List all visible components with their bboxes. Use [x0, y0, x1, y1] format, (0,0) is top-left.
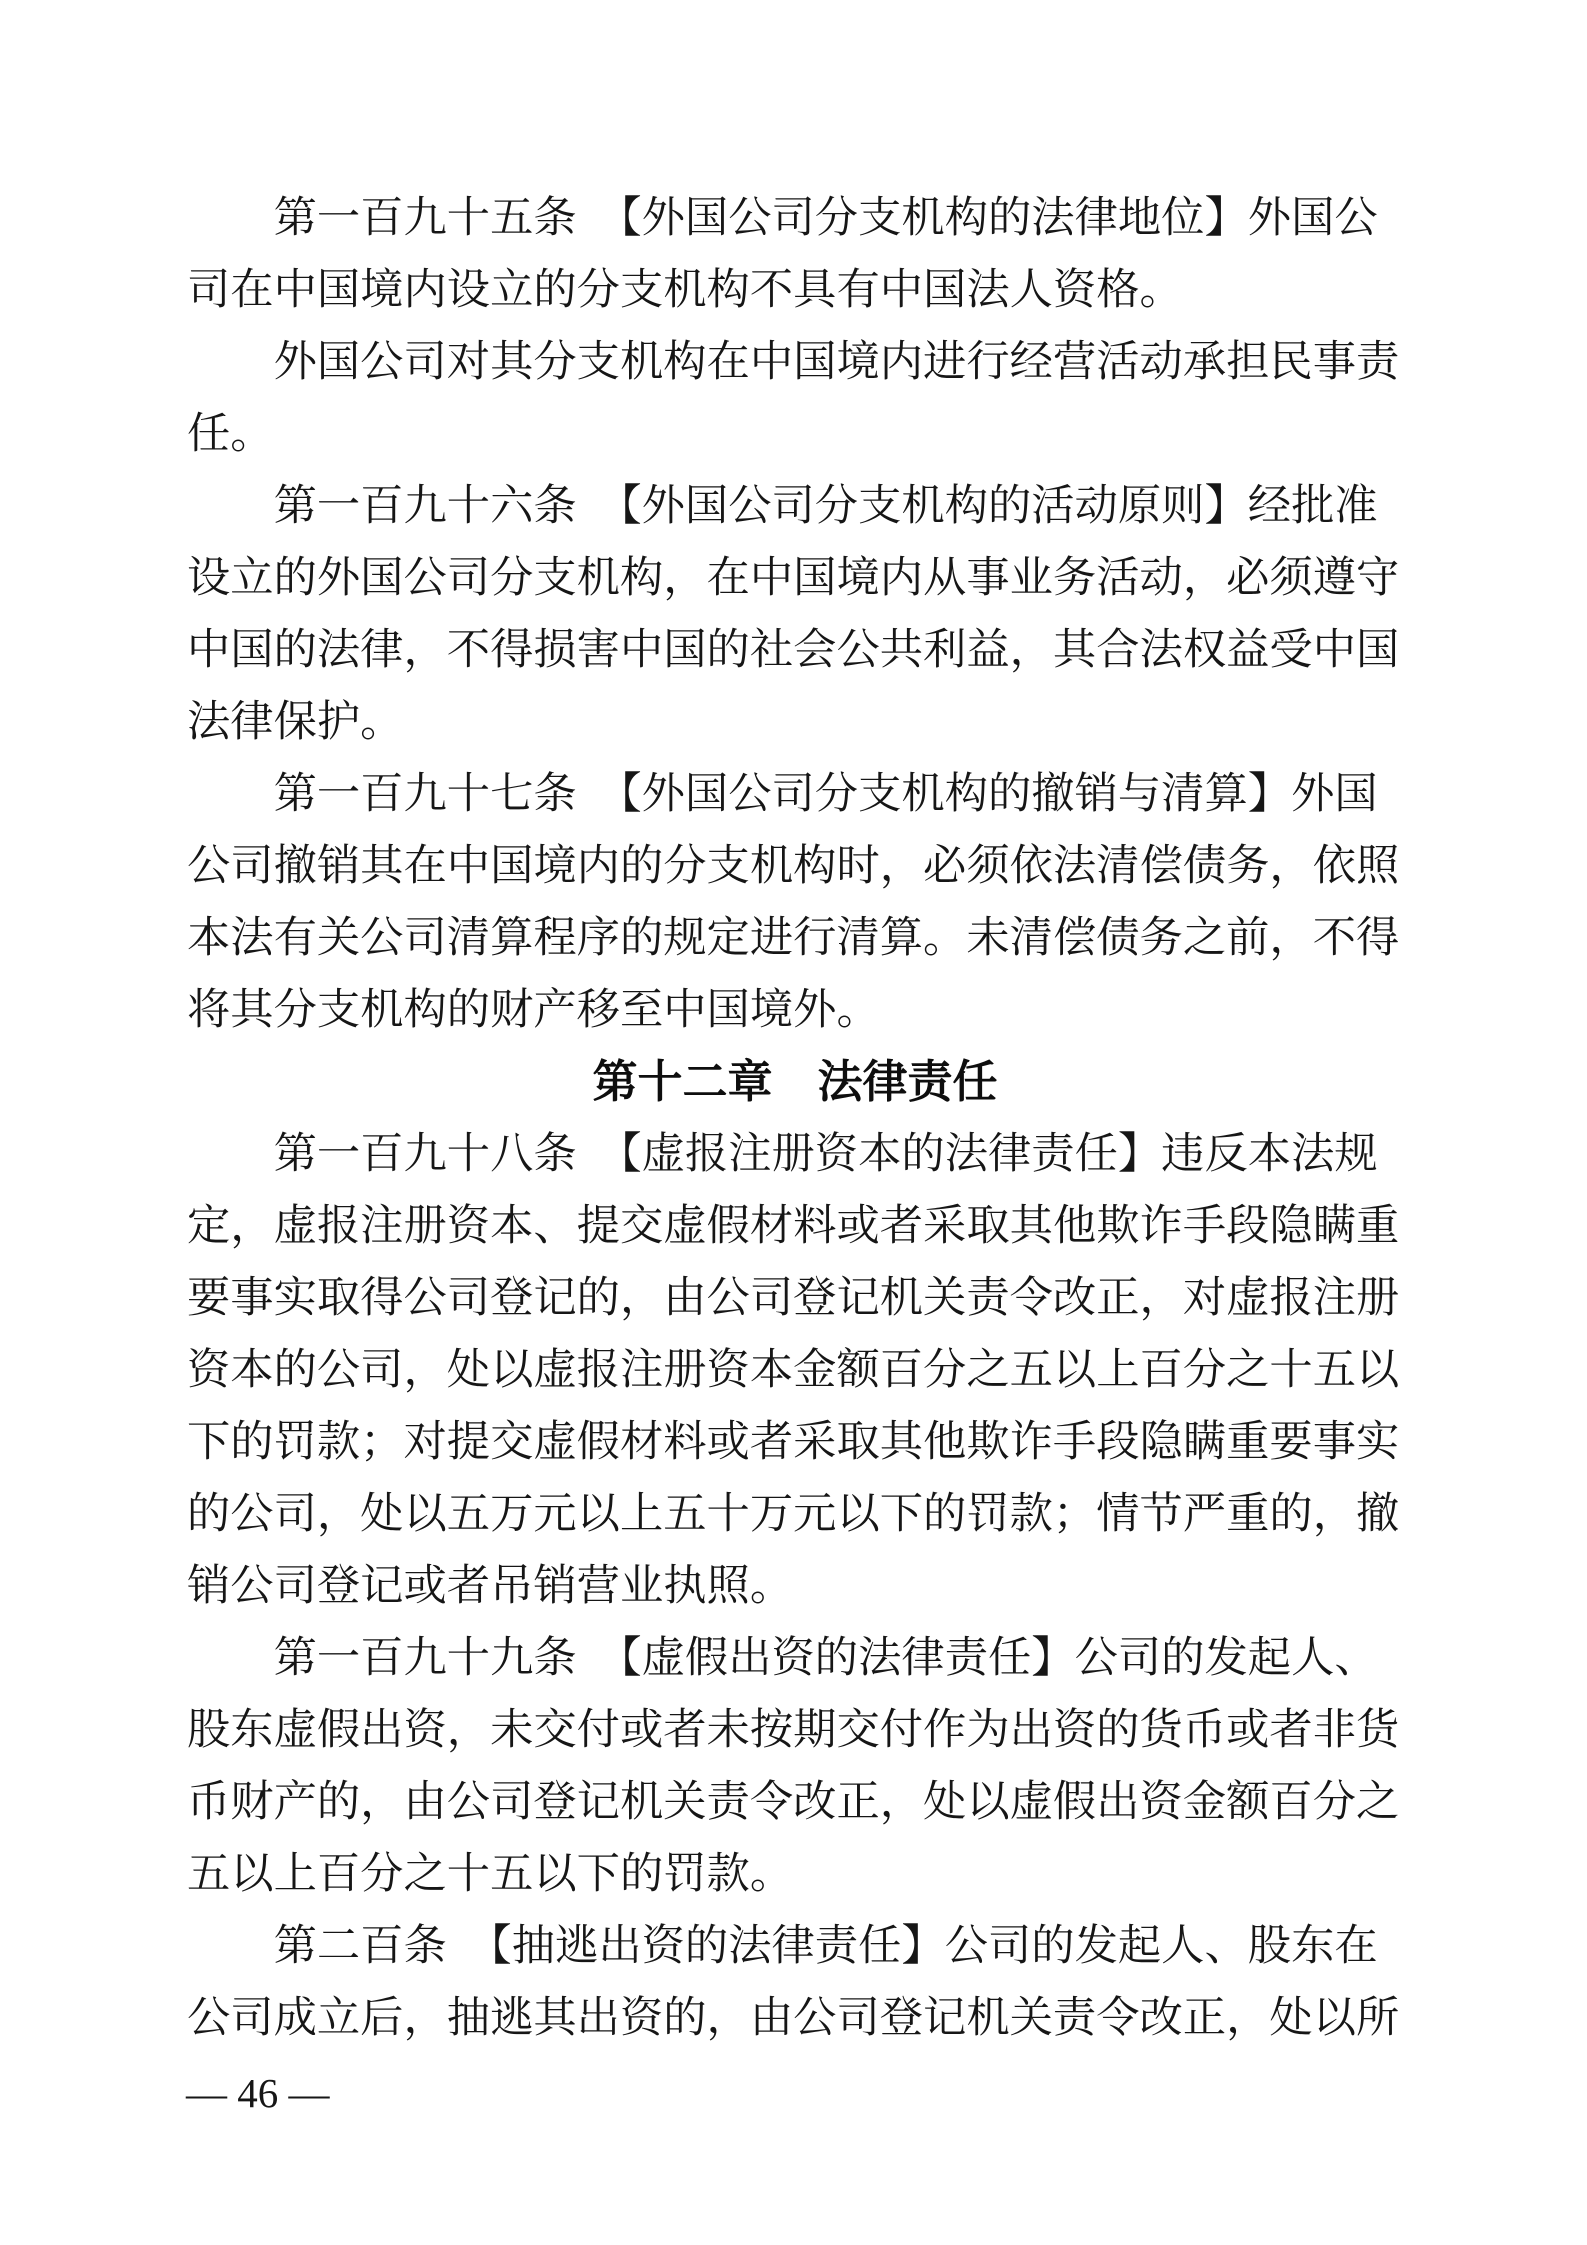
- text-line: 公司成立后，抽逃其出资的，由公司登记机关责令改正，处以所: [187, 1994, 1400, 2042]
- text-line: 第一百九十八条 【虚报注册资本的法律责任】违反本法规: [187, 1130, 1378, 1178]
- document-body: [187, 182, 1403, 2054]
- text-line: 的公司，处以五万元以上五十万元以下的罚款；情节严重的，撤: [187, 1490, 1400, 1538]
- text-line: 第一百九十六条 【外国公司分支机构的活动原则】经批准: [187, 482, 1378, 530]
- text-line: 币财产的，由公司登记机关责令改正，处以虚假出资金额百分之: [187, 1778, 1400, 1826]
- text-line: 中国的法律，不得损害中国的社会公共利益，其合法权益受中国: [187, 626, 1400, 674]
- text-line: 设立的外国公司分支机构，在中国境内从事业务活动，必须遵守: [187, 554, 1400, 602]
- text-line: 司在中国境内设立的分支机构不具有中国法人资格。: [187, 266, 1183, 314]
- page-number: — 46 —: [186, 2070, 330, 2116]
- text-line: 销公司登记或者吊销营业执照。: [187, 1562, 794, 1610]
- text-line: 将其分支机构的财产移至中国境外。: [187, 986, 880, 1034]
- text-line: 任。: [187, 410, 274, 458]
- text-line: 第一百九十七条 【外国公司分支机构的撤销与清算】外国: [187, 770, 1378, 818]
- text-line: 股东虚假出资，未交付或者未按期交付作为出资的货币或者非货: [187, 1706, 1400, 1754]
- text-line: 外国公司对其分支机构在中国境内进行经营活动承担民事责: [187, 338, 1400, 386]
- text-line: 五以上百分之十五以下的罚款。: [187, 1850, 794, 1898]
- chapter-heading: 第十二章 法律责任: [592, 1056, 998, 1107]
- text-line: 第一百九十九条 【虚假出资的法律责任】公司的发起人、: [187, 1634, 1378, 1682]
- text-line: 公司撤销其在中国境内的分支机构时，必须依法清偿债务，依照: [187, 842, 1400, 890]
- text-line: 资本的公司，处以虚报注册资本金额百分之五以上百分之十五以: [187, 1346, 1400, 1394]
- text-line: 下的罚款；对提交虚假材料或者采取其他欺诈手段隐瞒重要事实: [187, 1418, 1400, 1466]
- text-line: 本法有关公司清算程序的规定进行清算。未清偿债务之前，不得: [187, 914, 1400, 962]
- text-line: 第一百九十五条 【外国公司分支机构的法律地位】外国公: [187, 194, 1378, 242]
- text-line: 第二百条 【抽逃出资的法律责任】公司的发起人、股东在: [187, 1922, 1378, 1970]
- text-line: 定，虚报注册资本、提交虚假材料或者采取其他欺诈手段隐瞒重: [187, 1202, 1400, 1250]
- text-line: 要事实取得公司登记的，由公司登记机关责令改正，对虚报注册: [187, 1274, 1400, 1322]
- text-line: 法律保护。: [187, 698, 404, 746]
